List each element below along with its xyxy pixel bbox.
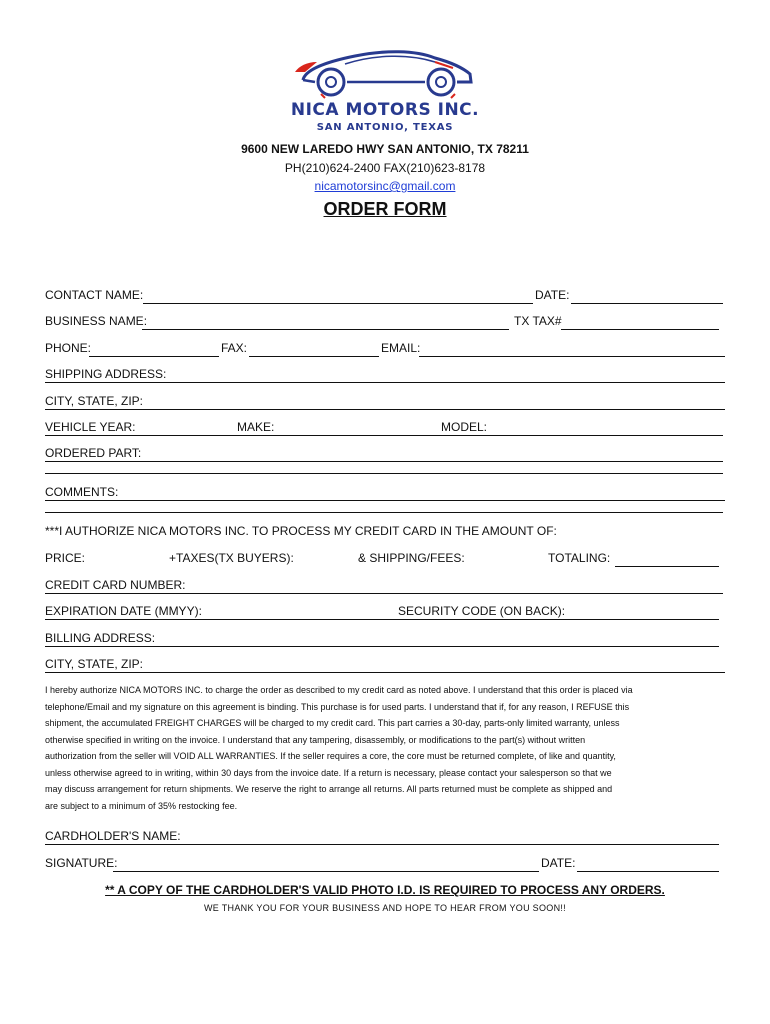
city-row xyxy=(45,394,725,410)
business-name-label: BUSINESS NAME: xyxy=(45,314,148,328)
terms-line: authorization from the seller will VOID ALL WARRANTIES. If the seller requires a core, the core must be returned complete, of like and quantity, xyxy=(45,751,616,761)
card-number-label: CREDIT CARD NUMBER: xyxy=(45,578,186,592)
cardholder-row xyxy=(45,829,725,845)
comments-row xyxy=(45,485,725,501)
terms-line: telephone/Email and my signature on this agreement is binding. This purchase is for used parts. I understand that if, for any reason, I REFUSE this xyxy=(45,701,630,712)
signature-field[interactable] xyxy=(113,856,539,872)
comments-label: COMMENTS: xyxy=(45,485,119,499)
vehicle-line[interactable] xyxy=(45,420,723,436)
taxes-label: +TAXES(TX BUYERS): xyxy=(169,551,294,565)
contact-date-row xyxy=(45,288,725,304)
card-number-row xyxy=(45,578,725,594)
price-label: PRICE: xyxy=(45,551,86,565)
company-phone-fax: PH(210)624-2400 FAX(210)623-8178 xyxy=(284,161,486,175)
shipping-address-label: SHIPPING ADDRESS: xyxy=(45,367,167,381)
city-state-zip-field[interactable] xyxy=(45,394,725,410)
car-logo-icon xyxy=(285,42,485,102)
form-title: ORDER FORM xyxy=(323,199,447,219)
billing-city-label: CITY, STATE, ZIP: xyxy=(45,657,144,671)
make-label: MAKE: xyxy=(237,420,275,434)
city-state-zip-label: CITY, STATE, ZIP: xyxy=(45,394,144,408)
terms-line: unless otherwise agreed to in writing, within 30 days from the invoice date. If a return is necessary, please contact your salesperson so that we xyxy=(45,767,612,778)
company-email-link[interactable]: nicamotorsinc@gmail.com xyxy=(314,179,456,193)
comments-field[interactable] xyxy=(45,485,725,501)
date-label: DATE: xyxy=(535,288,570,302)
fax-label: FAX: xyxy=(221,341,248,355)
tx-tax-label: TX TAX# xyxy=(514,314,562,328)
business-row xyxy=(45,314,725,330)
signature-date-field[interactable] xyxy=(577,856,719,872)
photo-id-notice-text: ** A COPY OF THE CARDHOLDER'S VALID PHOTO I.D. IS REQUIRED TO PROCESS ANY ORDERS. xyxy=(105,883,665,897)
tx-tax-field[interactable] xyxy=(561,314,719,330)
terms-line: I hereby authorize NICA MOTORS INC. to charge the order as described to my credit card as noted above. I understand that this order is placed via xyxy=(45,685,633,695)
photo-id-notice xyxy=(0,883,770,897)
terms-paragraph xyxy=(45,682,727,814)
terms-line: shipment, the accumulated FREIGHT CHARGES will be charged to my credit card. This part carries a 30-day, parts-only limited warranty, unless xyxy=(45,718,620,728)
ordered-part-line-2[interactable] xyxy=(45,473,723,474)
terms-line: are subject to a minimum of 35% restocking fee. xyxy=(45,800,238,811)
vehicle-row xyxy=(45,420,725,436)
comments-line-2[interactable] xyxy=(45,512,723,513)
expiration-row xyxy=(45,604,725,620)
terms-line: may discuss arrangement for return shipments. We reserve the right to arrange all returns. All parts returned must be complete as shipped and xyxy=(45,784,613,794)
price-row xyxy=(45,551,725,567)
email-field[interactable] xyxy=(419,341,725,357)
contact-name-field[interactable] xyxy=(143,288,533,304)
phone-fax-email-row xyxy=(45,341,725,357)
cardholder-name-label: CARDHOLDER'S NAME: xyxy=(45,829,181,843)
security-code-label: SECURITY CODE (ON BACK): xyxy=(398,604,566,618)
ordered-part-label: ORDERED PART: xyxy=(45,446,142,460)
signature-label: SIGNATURE: xyxy=(45,856,118,870)
phone-label: PHONE: xyxy=(45,341,92,355)
email-label: EMAIL: xyxy=(381,341,421,355)
billing-row xyxy=(45,631,725,647)
ordered-part-field[interactable] xyxy=(45,446,723,462)
terms-line: otherwise specified in writing on the invoice. I understand that any tampering, disassembly, or modifications to the part(s) without written xyxy=(45,734,586,745)
billing-address-label: BILLING ADDRESS: xyxy=(45,631,156,645)
shipping-row xyxy=(45,367,725,383)
billing-city-field[interactable] xyxy=(45,657,725,673)
company-name: NICA MOTORS INC. xyxy=(290,100,480,120)
phone-field[interactable] xyxy=(89,341,219,357)
authorization-text: ***I AUTHORIZE NICA MOTORS INC. TO PROCESS MY CREDIT CARD IN THE AMOUNT OF: xyxy=(45,524,557,538)
model-label: MODEL: xyxy=(441,420,488,434)
business-name-field[interactable] xyxy=(142,314,509,330)
company-address: 9600 NEW LAREDO HWY SAN ANTONIO, TX 78211 xyxy=(241,142,529,156)
thank-you-note: WE THANK YOU FOR YOUR BUSINESS AND HOPE TO HEAR FROM YOU SOON!! xyxy=(204,903,566,913)
contact-name-label: CONTACT NAME: xyxy=(45,288,144,302)
company-city: SAN ANTONIO, TEXAS xyxy=(316,122,454,133)
totaling-label: TOTALING: xyxy=(548,551,611,565)
date-field[interactable] xyxy=(571,288,723,304)
expiration-label: EXPIRATION DATE (MMYY): xyxy=(45,604,202,618)
fax-field[interactable] xyxy=(249,341,379,357)
billing-city-row xyxy=(45,657,725,673)
ordered-part-row xyxy=(45,446,725,462)
vehicle-year-label: VEHICLE YEAR: xyxy=(45,420,136,434)
signature-row xyxy=(45,856,725,872)
signature-date-label: DATE: xyxy=(541,856,576,870)
shipping-fees-label: & SHIPPING/FEES: xyxy=(358,551,465,565)
totaling-field[interactable] xyxy=(615,551,719,567)
